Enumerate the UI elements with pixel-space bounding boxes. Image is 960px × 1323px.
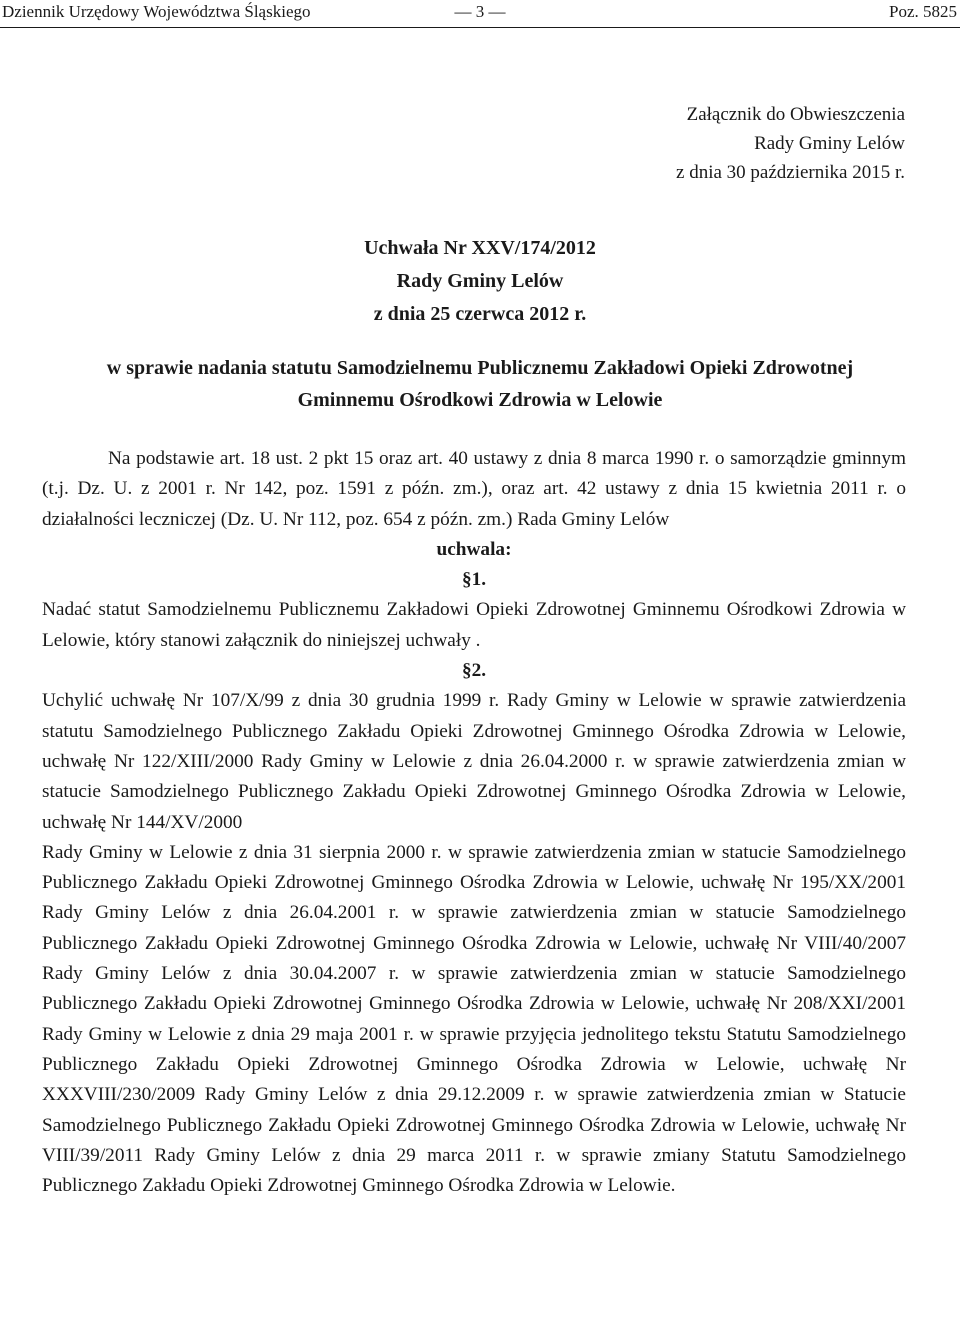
journal-title: Dziennik Urzędowy Województwa Śląskiego — [2, 2, 311, 21]
legal-basis: Na podstawie art. 18 ust. 2 pkt 15 oraz art. 40 ustawy z dnia 8 marca 1990 r. o samorządzie gminnym (t.j. Dz. U. z 2001 r. Nr 142, poz. 1591 z późn. zm.), oraz art. 42 ustawy z dnia 15 kwietnia 2011 r. o działalności leczniczej (Dz. U. Nr 112, poz. 654 z późn. zm.) Rada Gminy Lelów — [42, 448, 906, 530]
page-header — [0, 0, 960, 28]
attachment-line-3: z dnia 30 października 2015 r. — [676, 162, 905, 183]
section-1-mark: §1. — [461, 569, 487, 591]
resolves-heading: uchwala: — [436, 538, 512, 560]
resolution-subject — [0, 352, 960, 416]
resolution-title — [0, 232, 960, 331]
section-1-text: Nadać statut Samodzielnemu Publicznemu Zakładowi Opieki Zdrowotnej Gminnemu Ośrodkowi Zdrowia w Lelowie, który stanowi załącznik do niniejszej uchwały . — [42, 599, 906, 651]
section-2-text-a: Uchylić uchwałę Nr 107/X/99 z dnia 30 grudnia 1999 r. Rady Gminy w Lelowie w sprawie zatwierdzenia statutu Samodzielnego Publicznego Zakładu Opieki Zdrowotnej Gminnego Ośrodka Zdrowia w Lelowie, uchwałę Nr 122/XIII/2000 Rady Gminy w Lelowie z dnia 26.04.2000 r. w sprawie zatwierdzenia zmian w statucie Samodzielnego Publicznego Zakładu Opieki Zdrowotnej Gminnego Ośrodka Zdrowia w Lelowie, uchwałę Nr 144/XV/2000 — [42, 690, 906, 833]
section-2-mark: §2. — [461, 660, 487, 682]
subject-line-2: Gminnemu Ośrodkowi Zdrowia w Lelowie — [297, 389, 663, 411]
position-number: Poz. 5825 — [889, 2, 957, 21]
attachment-line-1: Załącznik do Obwieszczenia — [686, 104, 905, 125]
attachment-note — [676, 100, 905, 187]
attachment-line-2: Rady Gminy Lelów — [754, 133, 905, 154]
section-2-text-b: Rady Gminy w Lelowie z dnia 31 sierpnia 2000 r. w sprawie zatwierdzenia zmian w statucie Samodzielnego Publicznego Zakładu Opieki Zdrowotnej Gminnego Ośrodka Zdrowia w Lelowie, uchwałę Nr 195/XX/2001 Rady Gminy Lelów z dnia 26.04.2001 r. w sprawie zatwierdzenia zmian w statucie Samodzielnego Publicznego Zakładu Opieki Zdrowotnej Gminnego Ośrodka Zdrowia w Lelowie, uchwałę Nr VIII/40/2007 Rady Gminy Lelów z dnia 30.04.2007 r. w sprawie zatwierdzenia zmian w statucie Samodzielnego Publicznego Zakładu Opieki Zdrowotnej Gminnego Ośrodka Zdrowia w Lelowie, uchwałę Nr 208/XXI/2001 Rady Gminy w Lelowie z dnia 29 maja 2001 r. w sprawie przyjęcia jednolitego tekstu Statutu Samodzielnego Publicznego Zakładu Opieki Zdrowotnej Gminnego Ośrodka Zdrowia w Lelowie, uchwałę Nr XXXVIII/230/2009 Rady Gminy Lelów z dnia 29.12.2009 r. w sprawie zatwierdzenia zmian w Statucie Samodzielnego Publicznego Zakładu Opieki Zdrowotnej Gminnego Ośrodka Zdrowia w Lelowie, uchwałę Nr VIII/39/2011 Rady Gminy Lelów z dnia 29 marca 2011 r. w sprawie zmiany Statutu Samodzielnego Publicznego Zakładu Opieki Zdrowotnej Gminnego Ośrodka Zdrowia w Lelowie. — [42, 841, 906, 1197]
document-body — [42, 444, 906, 1201]
resolution-number: Uchwała Nr XXV/174/2012 — [364, 237, 596, 259]
subject-line-1: w sprawie nadania statutu Samodzielnemu Publicznemu Zakładowi Opieki Zdrowotnej — [106, 357, 854, 379]
page-number: — 3 — — [454, 2, 506, 21]
resolution-body: Rady Gminy Lelów — [396, 270, 564, 292]
resolution-date: z dnia 25 czerwca 2012 r. — [373, 303, 587, 325]
